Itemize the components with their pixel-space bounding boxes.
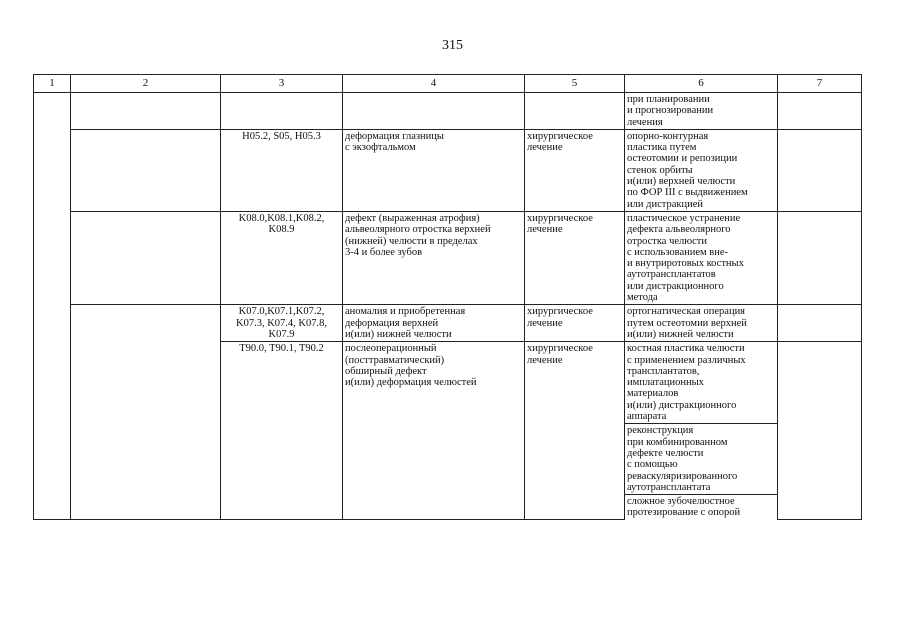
profile-cell [71, 93, 221, 130]
cost-cell [778, 305, 862, 342]
treatment-cell: хирургическое лечение [525, 342, 625, 520]
column-header: 5 [525, 75, 625, 93]
method-cell: при планировании и прогнозировании лечения [625, 93, 778, 130]
column-header: 1 [34, 75, 71, 93]
column-header: 7 [778, 75, 862, 93]
method-cell: сложное зубочелюстное протезирование с опорой [625, 495, 778, 520]
method-cell: опорно-контурная пластика путем остеотомии и репозиции стенок орбиты и(или) верхней челюсти по ФОР III с выдвижением или дистракцией [625, 129, 778, 211]
codes-cell: H05.2, S05, H05.3 [221, 129, 343, 211]
condition-cell [343, 93, 525, 130]
treatment-cell [525, 93, 625, 130]
codes-cell: T90.0, T90.1, T90.2 [221, 342, 343, 520]
table-row [34, 129, 862, 211]
profile-cell [71, 211, 221, 304]
treatment-cell: хирургическое лечение [525, 129, 625, 211]
treatment-cell: хирургическое лечение [525, 305, 625, 342]
method-cell: ортогнатическая операция путем остеотомии верхней и(или) нижней челюсти [625, 305, 778, 342]
cost-cell [778, 129, 862, 211]
group-number-cell [34, 93, 71, 520]
table-row [34, 211, 862, 304]
method-cell: реконструкция при комбинированном дефекте челюсти с помощью реваскуляризированного аутотрансплантата [625, 424, 778, 495]
method-cell: пластическое устранение дефекта альвеолярного отростка челюсти с использованием вне- и внутриротовых костных аутотрансплантатов или дистракционного метода [625, 211, 778, 304]
cost-cell [778, 211, 862, 304]
codes-cell: K08.0,K08.1,K08.2, K08.9 [221, 211, 343, 304]
cost-cell [778, 93, 862, 130]
condition-cell: дефект (выраженная атрофия) альвеолярного отростка верхней (нижней) челюсти в пределах 3-4 и более зубов [343, 211, 525, 304]
column-header: 3 [221, 75, 343, 93]
codes-cell: K07.0,K07.1,K07.2, K07.3, K07.4, K07.8, K07.9 [221, 305, 343, 342]
table-row [34, 93, 862, 130]
column-header: 4 [343, 75, 525, 93]
column-header: 2 [71, 75, 221, 93]
codes-cell [221, 93, 343, 130]
cost-cell [778, 342, 862, 520]
method-cell: костная пластика челюсти с применением различных трансплантатов, имплатационных материалов и(или) дистракционного аппарата [625, 342, 778, 424]
condition-cell: послеоперационный (посттравматический) обширный дефект и(или) деформация челюстей [343, 342, 525, 520]
profile-cell [71, 305, 221, 520]
table-row [34, 305, 862, 342]
page-number: 315 [442, 38, 463, 53]
condition-cell: аномалия и приобретенная деформация верхней и(или) нижней челюсти [343, 305, 525, 342]
table-header-row [34, 75, 862, 93]
treatment-cell: хирургическое лечение [525, 211, 625, 304]
condition-cell: деформация глазницы с экзофтальмом [343, 129, 525, 211]
profile-cell [71, 129, 221, 211]
medical-care-table [33, 74, 862, 520]
column-header: 6 [625, 75, 778, 93]
